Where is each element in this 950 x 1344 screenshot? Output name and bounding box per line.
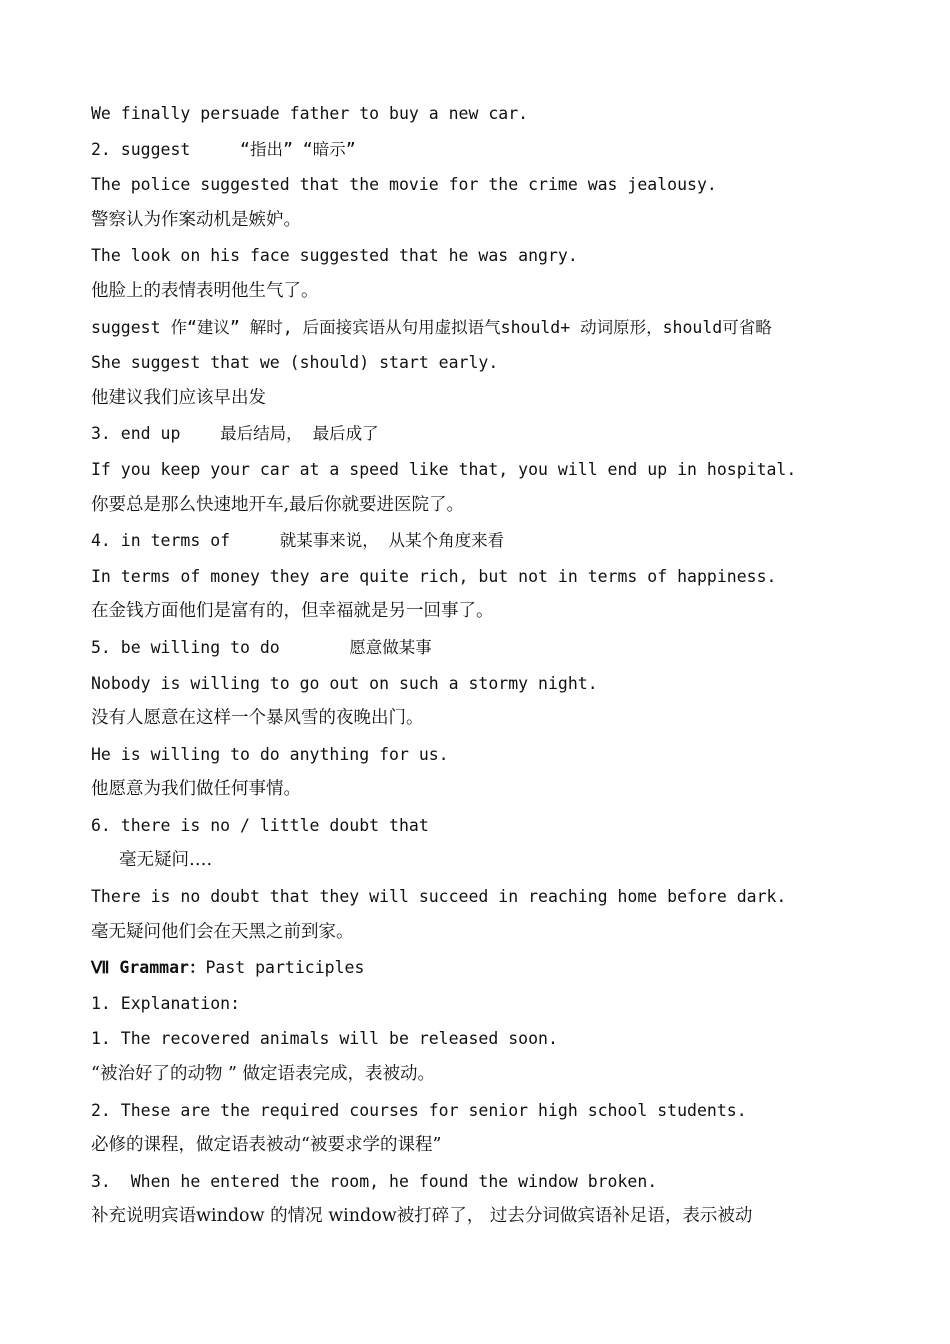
text-line: 他脸上的表情表明他生气了。 <box>91 280 319 301</box>
heading-no-doubt: 6. there is no / little doubt that <box>91 815 429 835</box>
text-line: 3. When he entered the room, he found the window broken. <box>91 1171 658 1191</box>
grammar-heading-label: Ⅶ Grammar： <box>91 958 206 978</box>
text-line: We finally persuade father to buy a new car. <box>91 104 529 123</box>
text-line: The police suggested that the movie for the crime was jealousy. <box>91 175 717 195</box>
heading-be-willing: 5. be willing to do 愿意做某事 <box>91 637 432 657</box>
text-line: She suggest that we (should) start early. <box>91 353 499 373</box>
text-line: There is no doubt that they will succeed in reaching home before dark. <box>91 887 787 907</box>
text-line: “被治好了的动物 ” 做定语表完成，表被动。 <box>91 1064 436 1085</box>
grammar-heading <box>91 950 891 986</box>
text-line: 毫无疑问他们会在天黑之前到家。 <box>91 921 354 942</box>
text-line: 毫无疑问…. <box>119 850 213 871</box>
text-line: 警察认为作案动机是嫉妒。 <box>91 209 301 230</box>
grammar-heading-topic: Past participles <box>205 958 365 978</box>
text-line: In terms of money they are quite rich, but not in terms of happiness. <box>91 566 777 586</box>
document-body <box>91 96 891 1235</box>
text-line: 2. These are the required courses for senior high school students. <box>91 1100 747 1120</box>
text-line: 没有人愿意在这样一个暴风雪的夜晚出门。 <box>91 708 424 729</box>
text-line: 他愿意为我们做任何事情。 <box>91 779 301 800</box>
text-line: Nobody is willing to go out on such a stormy night. <box>91 673 598 693</box>
text-line: 他建议我们应该早出发 <box>91 387 266 408</box>
text-line: The look on his face suggested that he was angry. <box>91 246 578 266</box>
text-line: 补充说明宾语window 的情况 window被打碎了， 过去分词做宾语补足语，表示被动 <box>91 1206 753 1227</box>
text-line: 必修的课程，做定语表被动“被要求学的课程” <box>91 1135 442 1156</box>
heading-end-up: 3. end up 最后结局， 最后成了 <box>91 424 379 444</box>
text-line: 1. Explanation: <box>91 993 241 1013</box>
text-line: 你要总是那么快速地开车,最后你就要进医院了。 <box>91 494 465 515</box>
text-line: He is willing to do anything for us. <box>91 744 449 764</box>
text-line: 在金钱方面他们是富有的，但幸福就是另一回事了。 <box>91 601 494 622</box>
heading-in-terms-of: 4. in terms of 就某事来说， 从某个角度来看 <box>91 531 505 551</box>
text-line: 1. The recovered animals will be released soon. <box>91 1029 558 1049</box>
text-line: suggest 作“建议” 解时, 后面接宾语从句用虚拟语气should+ 动词原形，should可省略 <box>91 317 772 337</box>
heading-suggest: 2. suggest “指出” “暗示” <box>91 139 356 159</box>
text-line: If you keep your car at a speed like that, you will end up in hospital. <box>91 459 797 479</box>
